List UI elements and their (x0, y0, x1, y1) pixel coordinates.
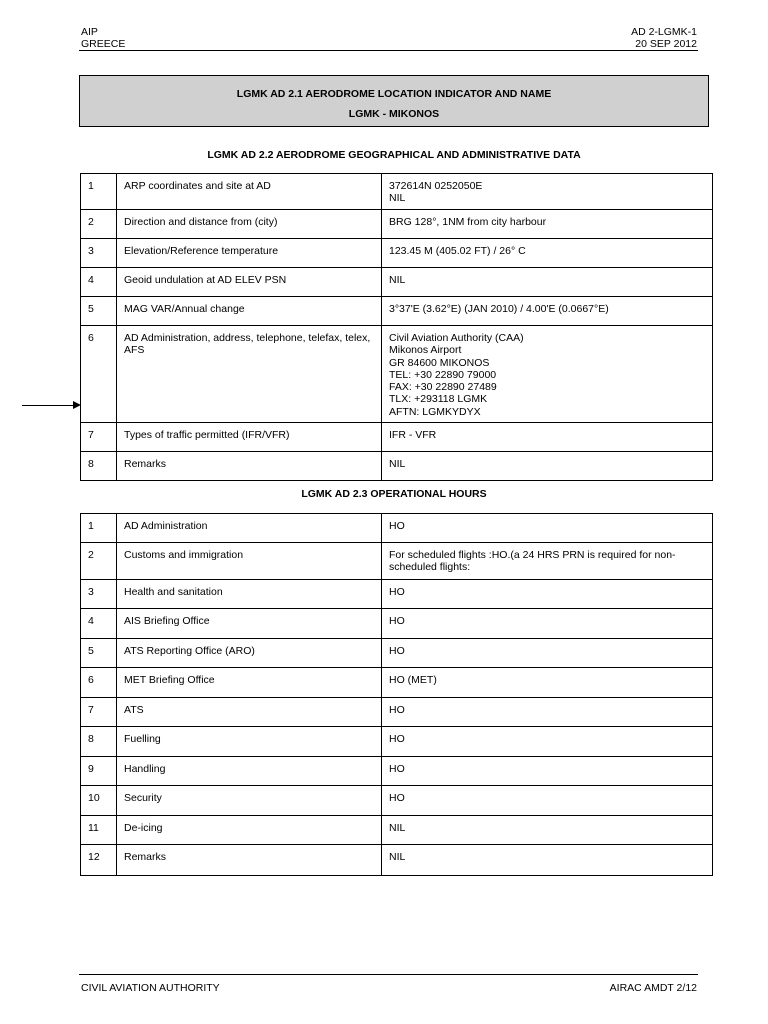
table-row (81, 727, 713, 757)
row-number: 2 (81, 210, 117, 239)
row-number: 9 (81, 757, 117, 786)
row-number: 5 (81, 639, 117, 668)
table-row (81, 268, 713, 297)
row-value: BRG 128°, 1NM from city harbour (382, 210, 713, 239)
row-item: De-icing (117, 816, 382, 845)
row-value: HO (382, 757, 713, 786)
row-item: ATS Reporting Office (ARO) (117, 639, 382, 668)
header-country: GREECE (81, 38, 126, 50)
row-value: NIL (382, 452, 713, 481)
row-number: 3 (81, 239, 117, 268)
row-value: NIL (382, 845, 713, 876)
table-row (81, 668, 713, 698)
row-value: 372614N 0252050E NIL (382, 174, 713, 210)
table-row (81, 786, 713, 816)
table-row (81, 543, 713, 580)
row-item: Health and sanitation (117, 580, 382, 609)
row-item: Remarks (117, 452, 382, 481)
table-row (81, 514, 713, 543)
row-number: 5 (81, 297, 117, 326)
row-item: Types of traffic permitted (IFR/VFR) (117, 423, 382, 452)
row-number: 8 (81, 727, 117, 757)
table-operational-hours (80, 513, 713, 876)
row-value: IFR - VFR (382, 423, 713, 452)
section-23-heading: LGMK AD 2.3 OPERATIONAL HOURS (301, 488, 487, 500)
row-number: 8 (81, 452, 117, 481)
table-row (81, 698, 713, 727)
row-number: 3 (81, 580, 117, 609)
row-value: 3°37'E (3.62°E) (JAN 2010) / 4.00'E (0.0667°E) (382, 297, 713, 326)
row-item: Geoid undulation at AD ELEV PSN (117, 268, 382, 297)
row-number: 4 (81, 609, 117, 639)
row-number: 6 (81, 668, 117, 698)
table-row (81, 845, 713, 876)
row-value: HO (382, 698, 713, 727)
row-item: Security (117, 786, 382, 816)
row-value: HO (382, 786, 713, 816)
row-value: HO (382, 580, 713, 609)
row-item: Fuelling (117, 727, 382, 757)
title-line-1: LGMK AD 2.1 AERODROME LOCATION INDICATOR AND NAME (236, 88, 552, 100)
row-number: 12 (81, 845, 117, 876)
row-value: 123.45 M (405.02 FT) / 26° C (382, 239, 713, 268)
row-value: Civil Aviation Authority (CAA) Mikonos Airport GR 84600 MIKONOS TEL: +30 22890 79000 FAX: +30 22890 27489 TLX: +293118 LGMK AFTN: LGMKYDYX (382, 326, 713, 423)
row-number: 4 (81, 268, 117, 297)
row-item: Elevation/Reference temperature (117, 239, 382, 268)
table-row (81, 174, 713, 210)
row-item: AD Administration (117, 514, 382, 543)
row-value: NIL (382, 268, 713, 297)
header-aip: AIP (81, 26, 98, 38)
row-value: HO (MET) (382, 668, 713, 698)
row-value: For scheduled flights :HO.(a 24 HRS PRN is required for non-scheduled flights: (382, 543, 713, 580)
row-value: HO (382, 609, 713, 639)
row-value: HO (382, 639, 713, 668)
table-geo-admin (80, 173, 713, 481)
row-value: NIL (382, 816, 713, 845)
table-row (81, 423, 713, 452)
row-number: 7 (81, 423, 117, 452)
footer-rule (79, 974, 698, 975)
row-item: ATS (117, 698, 382, 727)
row-item: MAG VAR/Annual change (117, 297, 382, 326)
row-number: 6 (81, 326, 117, 423)
header-right (631, 26, 697, 50)
row-value: HO (382, 514, 713, 543)
table-row (81, 326, 713, 423)
change-marker-arrow (22, 405, 74, 406)
row-number: 2 (81, 543, 117, 580)
table-row (81, 580, 713, 609)
row-number: 1 (81, 514, 117, 543)
table-row (81, 816, 713, 845)
row-item: Customs and immigration (117, 543, 382, 580)
row-number: 1 (81, 174, 117, 210)
row-item: MET Briefing Office (117, 668, 382, 698)
header-page-id: AD 2-LGMK-1 (631, 26, 697, 38)
table-row (81, 609, 713, 639)
footer-amendment: AIRAC AMDT 2/12 (609, 982, 697, 994)
row-number: 10 (81, 786, 117, 816)
row-item: Handling (117, 757, 382, 786)
table-row (81, 239, 713, 268)
row-value: HO (382, 727, 713, 757)
table-row (81, 452, 713, 481)
title-box (79, 75, 709, 127)
table-row (81, 297, 713, 326)
table-row (81, 210, 713, 239)
table-row (81, 639, 713, 668)
table-row (81, 757, 713, 786)
row-item: AIS Briefing Office (117, 609, 382, 639)
section-22-heading: LGMK AD 2.2 AERODROME GEOGRAPHICAL AND ADMINISTRATIVE DATA (207, 149, 581, 161)
arrow-head-icon (73, 401, 81, 409)
row-number: 7 (81, 698, 117, 727)
row-item: AD Administration, address, telephone, telefax, telex, AFS (117, 326, 382, 423)
row-item: Direction and distance from (city) (117, 210, 382, 239)
row-item: Remarks (117, 845, 382, 876)
header-left (81, 26, 125, 50)
row-number: 11 (81, 816, 117, 845)
header-date: 20 SEP 2012 (635, 38, 697, 50)
row-item: ARP coordinates and site at AD (117, 174, 382, 210)
footer-authority: CIVIL AVIATION AUTHORITY (81, 982, 220, 994)
title-line-2: LGMK - MIKONOS (348, 108, 440, 120)
header-rule (79, 50, 698, 51)
